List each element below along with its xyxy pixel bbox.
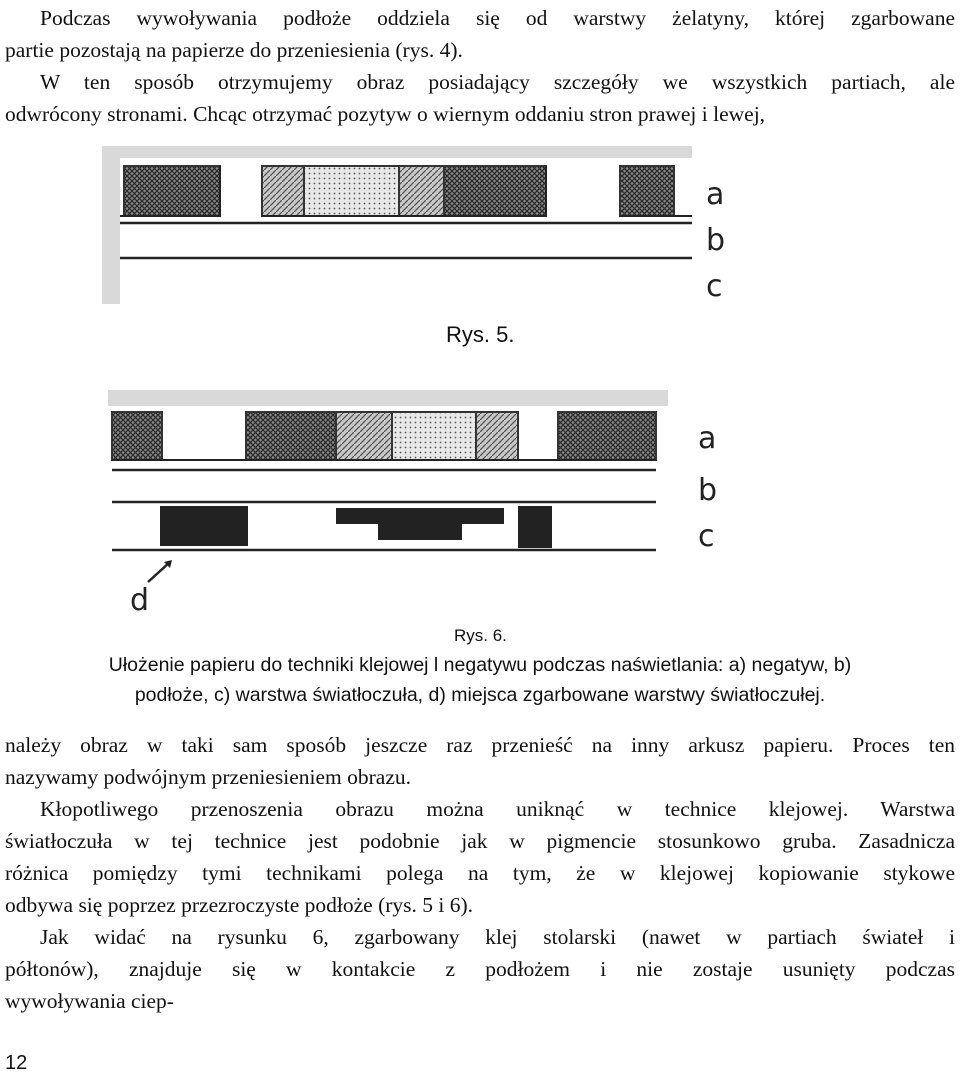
figure-6-diagram <box>108 390 728 612</box>
layer-a-segment <box>444 166 546 216</box>
text-line: wywoływania ciep- <box>5 989 174 1013</box>
layer-a-segment <box>392 412 476 460</box>
figure-6-description-line: podłoże, c) warstwa światłoczuła, d) miejsca zgarbowane warstwy światłoczułej. <box>134 684 826 706</box>
text-line: Kłopotliwego przenoszenia obrazu można uniknąć w technice klejowej. Warstwa <box>40 797 955 821</box>
text-line: nazywamy podwójnym przeniesieniem obrazu. <box>5 765 411 789</box>
text-line: odwrócony stronami. Chcąc otrzymać pozytyw o wiernym oddaniu stron prawej i lewej, <box>5 102 766 126</box>
figure-5-diagram <box>102 146 752 304</box>
label-d: d <box>130 583 150 612</box>
layer-a-segment <box>262 166 304 216</box>
text-line: światłoczuła w tej technice jest podobnie jak w pigmencie stosunkowo gruba. Zasadnicza <box>5 829 955 853</box>
hardened-region <box>160 506 248 546</box>
label-b: b <box>706 223 726 258</box>
layer-a-segment <box>620 166 674 216</box>
text-line: W ten sposób otrzymujemy obraz posiadający szczegóły we wszystkich partiach, ale <box>40 70 955 94</box>
body-paragraphs <box>5 729 955 1017</box>
layer-a-segment <box>124 166 220 216</box>
text-line: należy obraz w taki sam sposób jeszcze raz przenieść na inny arkusz papieru. Proces ten <box>5 733 955 757</box>
layer-a-segment <box>558 412 656 460</box>
figure-5-caption: Rys. 5. <box>446 322 515 347</box>
text-line: Jak widać na rysunku 6, zgarbowany klej stolarski (nawet w partiach świateł i <box>40 925 955 949</box>
text-line: różnica pomiędzy tymi technikami polega na tym, że w klejowej kopiowanie stykowe <box>5 861 955 885</box>
layer-a-segment <box>476 412 518 460</box>
layer-a-segment <box>246 412 336 460</box>
label-a: a <box>706 177 725 212</box>
label-c: c <box>706 269 723 304</box>
hardened-region <box>378 518 462 540</box>
label-c: c <box>698 519 715 554</box>
text-line: półtonów), znajduje się w kontakcie z podłożem i nie zostaje usunięty podczas <box>5 957 955 981</box>
layer-a-segment <box>304 166 399 216</box>
hardened-region <box>518 506 552 548</box>
top-paragraph <box>5 2 955 130</box>
figure-6-description-line: Ułożenie papieru do techniki klejowej l negatywu podczas naświetlania: a) negatyw, b) <box>108 654 852 676</box>
layer-a-segment <box>112 412 162 460</box>
label-b: b <box>698 473 718 508</box>
layer-a-segment <box>399 166 444 216</box>
label-a: a <box>698 421 717 456</box>
text-line: odbywa się poprzez przezroczyste podłoże (rys. 5 i 6). <box>5 893 474 917</box>
figure-6-caption: Rys. 6. <box>454 626 507 645</box>
page-number: 12 <box>5 1052 28 1074</box>
figure-6-description <box>0 650 960 710</box>
text-line: Podczas wywoływania podłoże oddziela się od warstwy żelatyny, której zgarbowane <box>40 6 955 30</box>
layer-a-segment <box>336 412 392 460</box>
text-line: partie pozostają na papierze do przeniesienia (rys. 4). <box>5 38 463 62</box>
